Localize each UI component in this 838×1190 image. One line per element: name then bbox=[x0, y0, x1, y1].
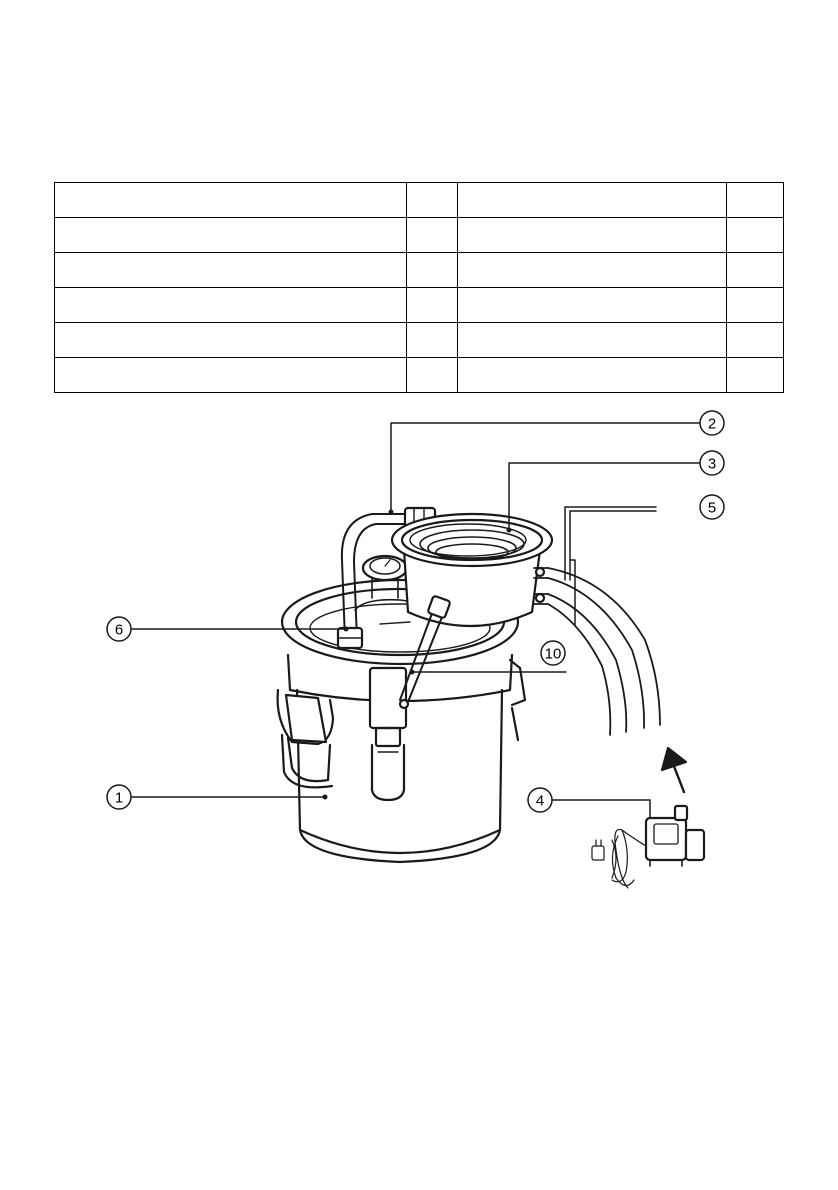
table-row bbox=[55, 218, 784, 253]
table-row bbox=[55, 253, 784, 288]
table-cell bbox=[458, 218, 727, 253]
table-cell bbox=[55, 358, 407, 393]
table-row bbox=[55, 288, 784, 323]
table-cell bbox=[407, 183, 458, 218]
table-cell bbox=[407, 253, 458, 288]
pump-power-cord bbox=[592, 829, 646, 888]
callout-label: 6 bbox=[114, 621, 124, 639]
callout-10 bbox=[541, 641, 565, 665]
table-cell bbox=[727, 288, 784, 323]
table-cell bbox=[727, 323, 784, 358]
table-cell bbox=[407, 358, 458, 393]
callout-label: 10 bbox=[544, 645, 562, 663]
callout-1 bbox=[107, 785, 131, 809]
callout-label: 2 bbox=[707, 415, 717, 433]
cooling-condenser bbox=[392, 514, 552, 626]
callout-3 bbox=[700, 451, 724, 475]
table-cell bbox=[727, 358, 784, 393]
callout-label: 3 bbox=[707, 455, 717, 473]
callout-label: 1 bbox=[114, 789, 124, 807]
table-cell bbox=[55, 253, 407, 288]
distiller-parts-diagram bbox=[0, 400, 838, 920]
table-cell bbox=[55, 183, 407, 218]
table-cell bbox=[727, 183, 784, 218]
callout-4 bbox=[528, 788, 552, 812]
parts-table bbox=[54, 182, 784, 393]
table-row bbox=[55, 323, 784, 358]
table-cell bbox=[458, 253, 727, 288]
water-pump bbox=[646, 806, 704, 866]
table-cell bbox=[458, 358, 727, 393]
table-cell bbox=[727, 253, 784, 288]
table-cell bbox=[55, 323, 407, 358]
table-cell bbox=[727, 218, 784, 253]
table-cell bbox=[407, 323, 458, 358]
callout-label: 5 bbox=[707, 499, 717, 517]
callout-label: 4 bbox=[535, 792, 545, 810]
callout-5 bbox=[700, 495, 724, 519]
table-row bbox=[55, 358, 784, 393]
table-cell bbox=[458, 323, 727, 358]
table-cell bbox=[458, 288, 727, 323]
callout-2 bbox=[700, 411, 724, 435]
table-cell bbox=[458, 183, 727, 218]
table-row bbox=[55, 183, 784, 218]
table-cell bbox=[407, 288, 458, 323]
flow-arrow-icon bbox=[662, 748, 686, 792]
table-cell bbox=[407, 218, 458, 253]
table-cell bbox=[55, 218, 407, 253]
callout-6 bbox=[107, 617, 131, 641]
table-cell bbox=[55, 288, 407, 323]
